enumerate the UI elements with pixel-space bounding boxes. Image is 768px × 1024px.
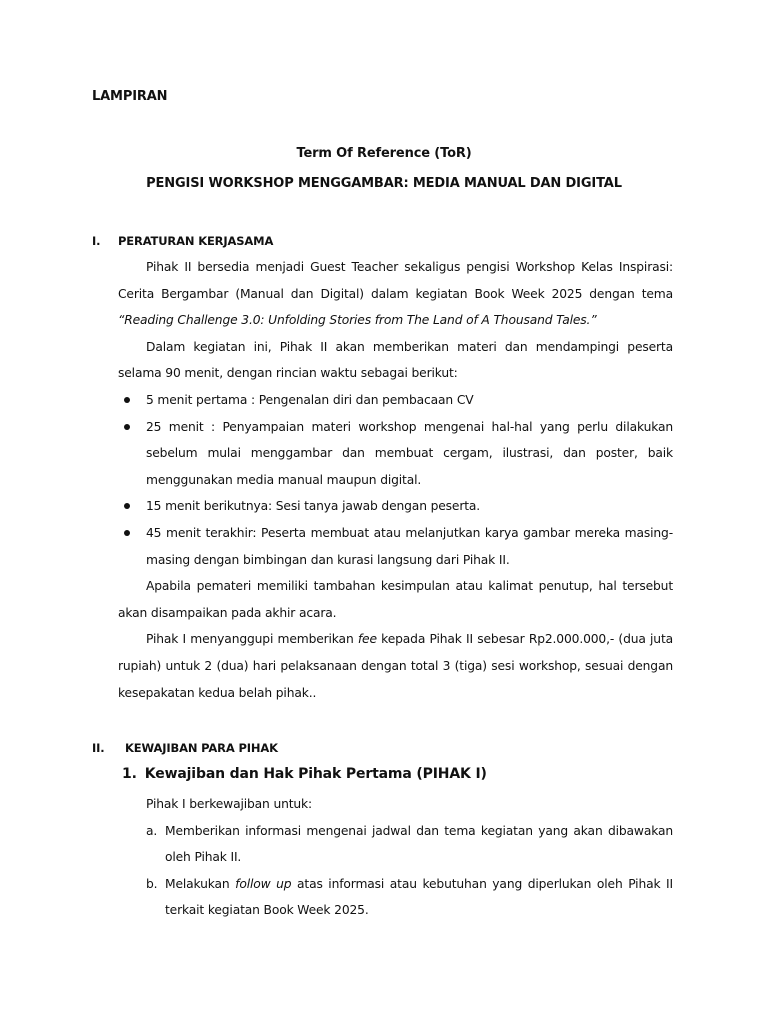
paragraph-3: Apabila pemateri memiliki tambahan kesimpulan atau kalimat penutup, hal tersebut akan disampaikan pada akhir acara. [118,579,673,620]
theme-quote: “Reading Challenge 3.0: Unfolding Stories from The Land of A Thousand Tales.” [118,313,597,328]
list-item-text: 15 menit berikutnya: Sesi tanya jawab dengan peserta. [146,499,481,514]
list-item [118,520,673,573]
list-marker: b. [146,876,158,891]
bullet-icon [124,424,130,430]
lampiran-heading: LAMPIRAN [92,89,168,104]
subsection-1-title: Kewajiban dan Hak Pihak Pertama (PIHAK I) [144,766,487,782]
bullet-icon [124,397,130,403]
section-1-number: I. [92,234,101,248]
list-item [118,493,673,520]
section-2-number: II. [92,741,105,755]
list-item-text: Memberikan informasi mengenai jadwal dan tema kegiatan yang akan dibawakan oleh Pihak II. [165,823,673,865]
subsection-1-number: 1. [122,766,137,782]
list-item-text-end: atas informasi atau kebutuhan yang diperlukan oleh Pihak II terkait kegiatan Book Week 2025. [165,876,673,918]
paragraph-4-text-end: kepada Pihak II sebesar Rp2.000.000,- (dua juta rupiah) untuk 2 (dua) hari pelaksanaan dengan total 3 (tiga) sesi workshop, sesuai dengan kesepakatan kedua belah pihak.. [118,632,673,700]
schedule-list [118,387,673,573]
section-2-heading [92,741,392,757]
subsection-1-heading [122,766,487,782]
paragraph-4 [118,626,673,706]
follow-up-term: follow up [235,876,292,891]
section-2-title: KEWAJIBAN PARA PIHAK [125,741,278,755]
paragraph-4-text-start: Pihak I menyanggupi memberikan [146,632,358,647]
paragraph-2: Dalam kegiatan ini, Pihak II akan memberikan materi dan mendampingi peserta selama 90 menit, dengan rincian waktu sebagai berikut: [118,339,673,381]
bullet-icon [124,530,130,536]
subsection-1-body [146,791,673,924]
list-item-text-start: Melakukan [165,876,236,891]
fee-term: fee [357,632,377,647]
list-item [118,414,673,494]
list-item [146,818,673,871]
obligation-list [146,818,673,924]
document-title: Term Of Reference (ToR) [296,146,472,161]
section-1-body [118,254,673,706]
section-1-heading [92,234,392,250]
obligation-intro: Pihak I berkewajiban untuk: [146,797,313,811]
section-1-title: PERATURAN KERJASAMA [118,234,274,248]
paragraph-1 [118,254,673,334]
list-item-text: 5 menit pertama : Pengenalan diri dan pembacaan CV [146,392,474,407]
paragraph-1-text: Pihak II bersedia menjadi Guest Teacher sekaligus pengisi Workshop Kelas Inspirasi: Cerita Bergambar (Manual dan Digital) dalam kegiatan Book Week 2025 dengan tema [118,260,673,301]
list-marker: a. [146,823,158,838]
document-subtitle: PENGISI WORKSHOP MENGGAMBAR: MEDIA MANUAL DAN DIGITAL [146,176,622,191]
list-item-text: 45 menit terakhir: Peserta membuat atau melanjutkan karya gambar mereka masing-masing dengan bimbingan dan kurasi langsung dari Pihak II. [146,525,673,567]
list-item [118,387,673,414]
list-item [146,871,673,924]
bullet-icon [124,503,130,509]
list-item-text: 25 menit : Penyampaian materi workshop mengenai hal-hal yang perlu dilakukan sebelum mulai menggambar dan membuat cergam, ilustrasi, dan poster, baik menggunakan media manual maupun digital. [146,419,673,487]
